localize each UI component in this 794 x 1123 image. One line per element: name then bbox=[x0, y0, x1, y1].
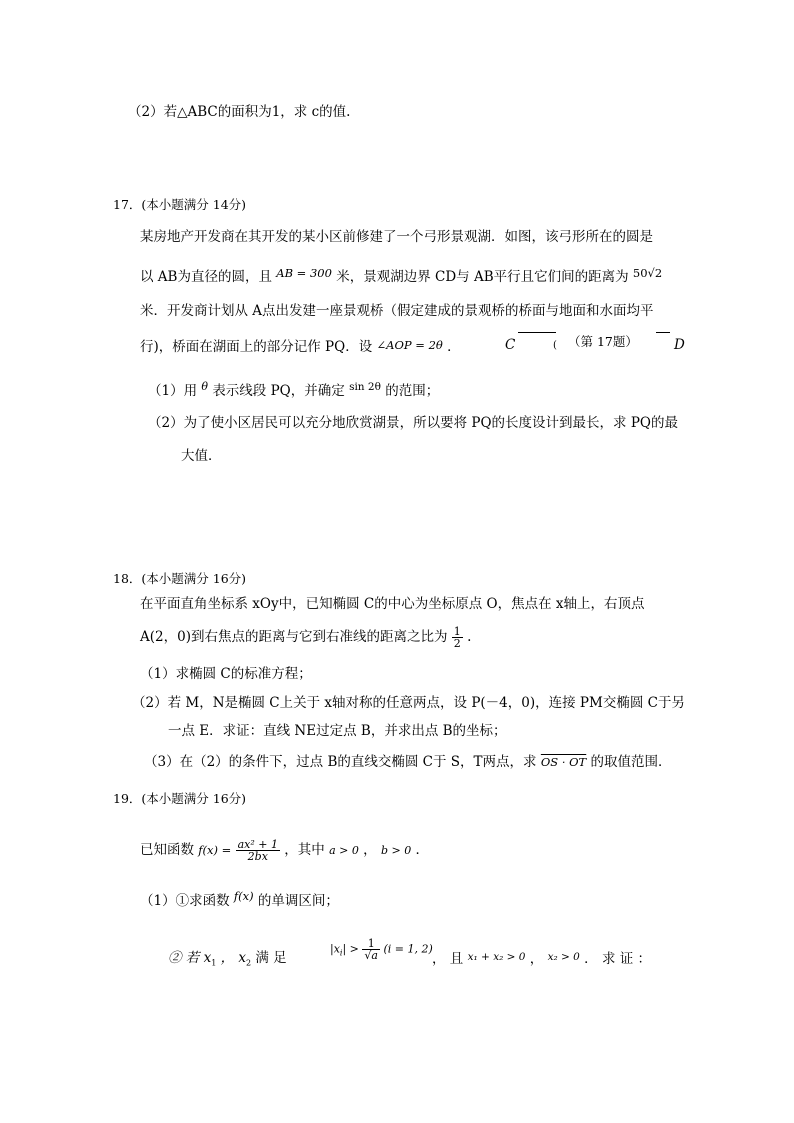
q19-part2-d: ， 且 bbox=[432, 951, 464, 967]
q19-abs-lhs: |x bbox=[330, 942, 340, 956]
q19-abs-fraction bbox=[362, 938, 380, 961]
q18-frac-num: 1 bbox=[453, 625, 461, 638]
q19-abs-condition bbox=[330, 938, 433, 961]
q17-line2 bbox=[140, 268, 662, 285]
q18-part3-a: （3）在（2）的条件下，过点 B的直线交椭圆 C于 S，T两点，求 bbox=[144, 754, 537, 770]
q17-line3: 米．开发商计划从 A点出发建一座景观桥（假定建成的景观桥的桥面与地面和水面均平 bbox=[140, 303, 654, 319]
q19-part2 bbox=[168, 952, 287, 968]
q17-part2-line2: 大值． bbox=[181, 448, 222, 464]
q19-header: 19．(本小题满分 16分) bbox=[113, 791, 247, 806]
q19-f-den: 2bx bbox=[247, 850, 268, 863]
q17-line2-math: AB = 300 bbox=[276, 266, 332, 280]
q19-f-num: ax² + 1 bbox=[237, 838, 278, 851]
q19-part2-sub2: 2 bbox=[246, 958, 252, 968]
q17-part2-line1: （2）为了使小区居民可以充分地欣赏湖景，所以要将 PQ的长度设计到最长，求 PQ的最 bbox=[148, 415, 678, 431]
q19-intro-a: 已知函数 bbox=[140, 842, 194, 858]
q19-abs-frac-den: √a bbox=[364, 949, 378, 962]
q19-part2-rest bbox=[432, 952, 651, 967]
q18-line2-end: . bbox=[467, 629, 472, 645]
q19-part2-b: ， x bbox=[220, 950, 246, 966]
q19-part2-a: ② 若 x bbox=[168, 950, 212, 966]
q16-part2: （2）若△ABC的面积为1，求 c的值. bbox=[128, 104, 351, 120]
q19-f-fraction bbox=[236, 839, 280, 862]
q17-part1-a: （1）用 bbox=[148, 383, 198, 399]
q19-part2-e: ， bbox=[529, 951, 544, 967]
q19-part2-sub1: 1 bbox=[211, 958, 217, 968]
q17-line4-a: 行)，桥面在湖面上的部分记作 PQ．设 bbox=[140, 339, 373, 355]
q17-line2-c: 50√2 bbox=[632, 266, 663, 280]
q19-abs-frac-num: 1 bbox=[362, 938, 380, 950]
q18-part2-line2: 一点 E．求证：直线 NE过定点 B，并求出点 B的坐标； bbox=[168, 723, 507, 739]
q19-part1 bbox=[140, 891, 339, 909]
q17-figure-label-d: D bbox=[674, 337, 685, 353]
q19-part1-b: 的单调区间； bbox=[257, 893, 339, 909]
q17-line1: 某房地产开发商在其开发的某小区前修建了一个弓形景观湖．如图，该弓形所在的圆是 bbox=[140, 229, 653, 245]
q18-part3-b: 的取值范围． bbox=[590, 754, 672, 770]
q18-line2 bbox=[140, 626, 471, 649]
q18-part3 bbox=[144, 756, 672, 770]
q17-figure-bracket: ( bbox=[553, 340, 557, 351]
q19-part2-c: 满 足 bbox=[255, 950, 287, 966]
q19-cond1: a > 0 bbox=[329, 844, 359, 857]
q18-part2-line1: （2）若 M，N是椭圆 C上关于 x轴对称的任意两点，设 P(－4，0)，连接 PM交椭圆 C于另 bbox=[132, 695, 685, 711]
q17-part1-theta: θ bbox=[201, 380, 209, 393]
q19-part1-a: （1）①求函数 bbox=[140, 893, 230, 909]
q19-f-lhs: f(x) = bbox=[198, 843, 232, 857]
q19-intro-b: ，其中 bbox=[284, 842, 325, 858]
q17-part1-b: 表示线段 PQ，并确定 bbox=[212, 383, 345, 399]
q19-abs-sub: i bbox=[339, 948, 343, 958]
q17-figure-label-c: C bbox=[505, 337, 516, 353]
q18-part1: （1）求椭圆 C的标准方程； bbox=[140, 666, 312, 682]
q17-part1 bbox=[148, 381, 439, 399]
q17-line4 bbox=[140, 340, 461, 355]
q18-fraction bbox=[452, 626, 463, 649]
q17-figure-caption: （第 17题） bbox=[568, 334, 638, 349]
q19-abs-rhs: | > bbox=[342, 942, 359, 956]
q18-header: 18．(本小题满分 16分) bbox=[113, 571, 247, 586]
q19-comma: ， bbox=[363, 842, 377, 858]
q17-header: 17．(本小题满分 14分) bbox=[113, 197, 247, 212]
q17-figure-line-cd bbox=[518, 332, 556, 333]
q19-abs-tail: (i = 1, 2) bbox=[383, 942, 433, 956]
q19-cond2: b > 0 bbox=[380, 844, 412, 857]
q19-sum-cond: x₁ + x₂ > 0 bbox=[467, 951, 526, 963]
q19-x2-cond: x₂ > 0 bbox=[547, 951, 580, 963]
q18-frac-den: 2 bbox=[453, 637, 461, 650]
q19-intro bbox=[140, 839, 429, 862]
q17-line2-a: 以 AB为直径的圆，且 bbox=[140, 269, 272, 285]
q17-line2-b: 米，景观湖边界 CD与 AB平行且它们间的距离为 bbox=[336, 269, 629, 285]
q19-part1-math: f(x) bbox=[233, 889, 254, 903]
q17-part1-c: 的范围； bbox=[385, 383, 440, 399]
q17-part1-math: sin 2θ bbox=[349, 381, 381, 393]
q18-line2-a: A(2，0)到右焦点的距离与它到右准线的距离之比为 bbox=[140, 629, 448, 645]
q19-intro-end: ． bbox=[415, 842, 430, 858]
q19-part2-f: ． 求 证 ： bbox=[584, 951, 652, 967]
q17-line4-end: ． bbox=[447, 339, 461, 355]
q18-part3-vectors: OS · OT bbox=[540, 755, 587, 769]
q17-figure-line-d bbox=[656, 332, 670, 333]
q18-line1: 在平面直角坐标系 xOy中，已知椭圆 C的中心为坐标原点 O，焦点在 x轴上，右顶点 bbox=[140, 596, 645, 612]
q17-line4-math: ∠AOP = 2θ bbox=[376, 338, 443, 352]
